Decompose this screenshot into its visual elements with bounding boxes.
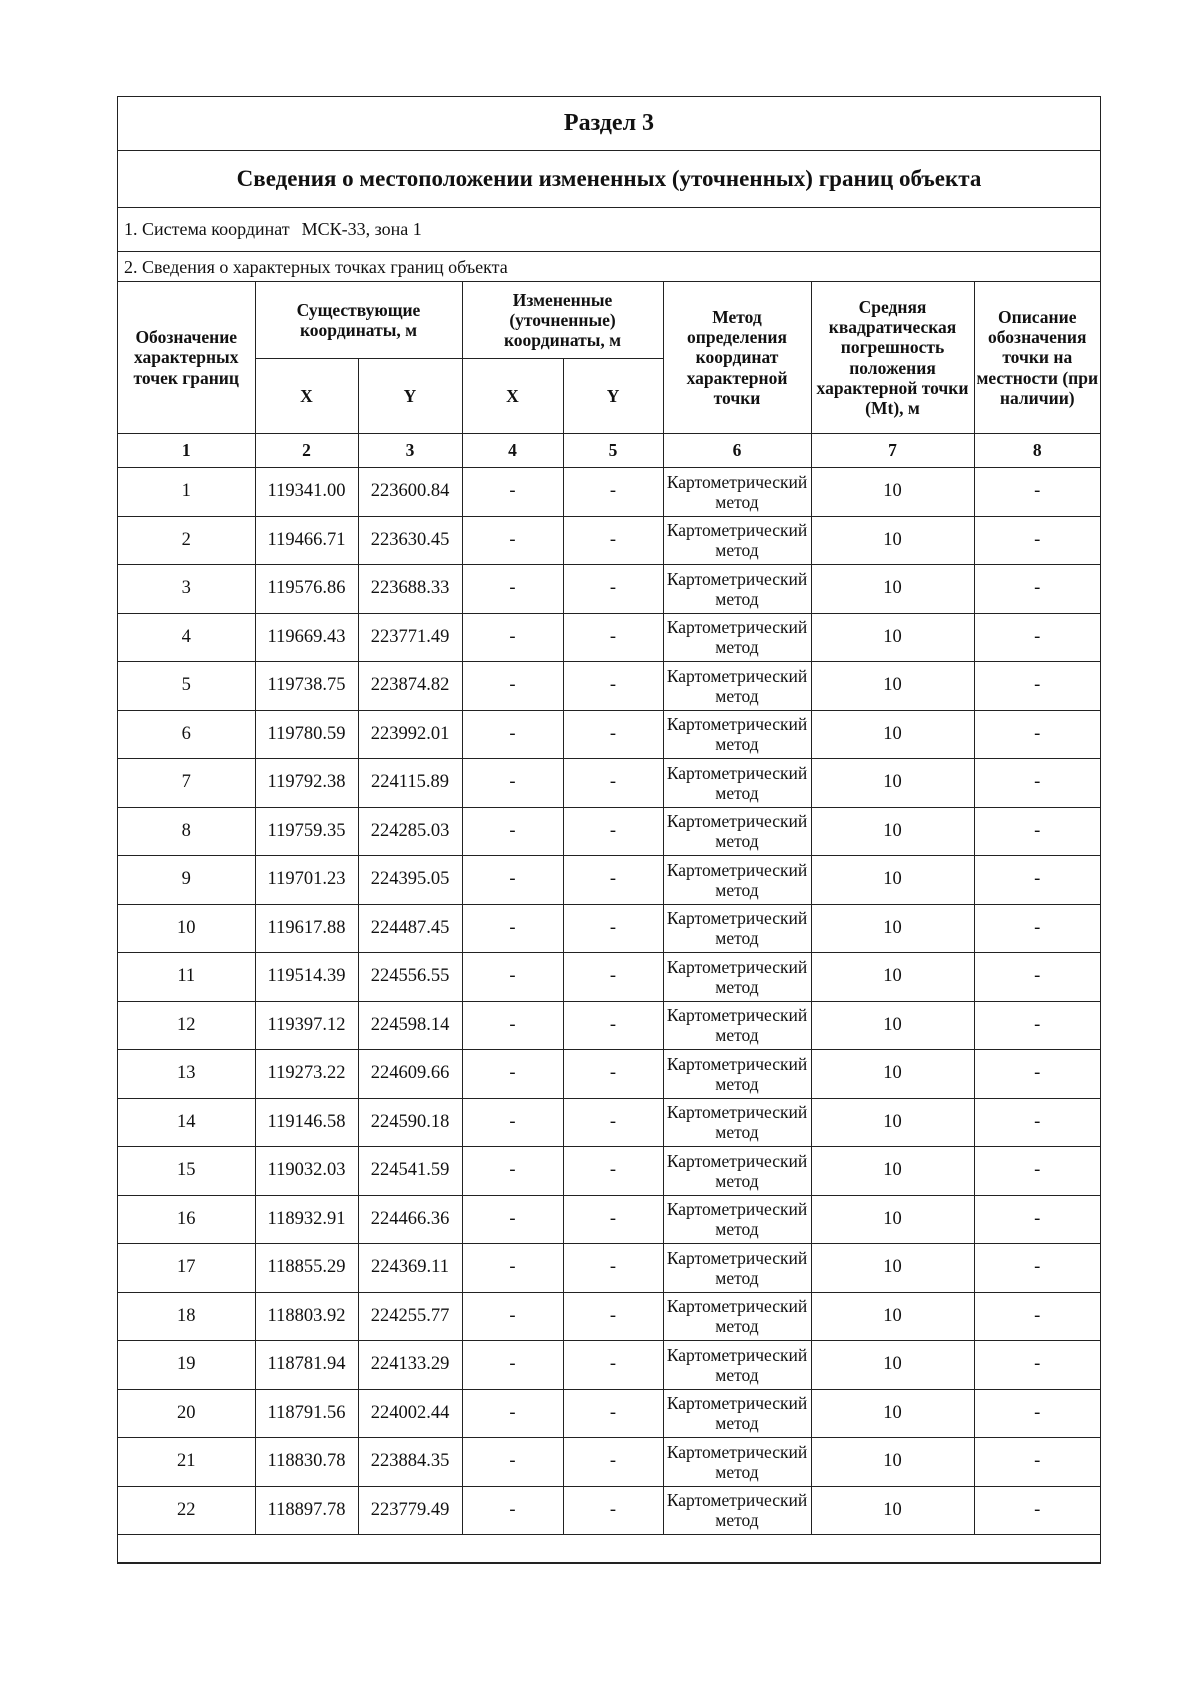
table-empty-row xyxy=(118,1535,1100,1563)
description-cell: - xyxy=(974,565,1100,614)
changed-x-cell: - xyxy=(462,1486,563,1535)
existing-x-cell: 119397.12 xyxy=(255,1001,358,1050)
header-existing-y: Y xyxy=(358,359,462,434)
column-number: 8 xyxy=(974,434,1100,468)
description-cell: - xyxy=(974,759,1100,808)
table-row xyxy=(118,1098,1100,1147)
changed-y-cell: - xyxy=(563,1292,663,1341)
error-cell: 10 xyxy=(811,468,974,517)
existing-y-cell: 224541.59 xyxy=(358,1147,462,1196)
point-number-cell: 21 xyxy=(118,1438,255,1487)
method-cell: Картометрический метод xyxy=(663,1244,811,1293)
existing-y-cell: 224466.36 xyxy=(358,1195,462,1244)
error-cell: 10 xyxy=(811,1050,974,1099)
method-cell: Картометрический метод xyxy=(663,1147,811,1196)
description-cell: - xyxy=(974,1050,1100,1099)
point-number-cell: 9 xyxy=(118,856,255,905)
table-row xyxy=(118,1147,1100,1196)
description-cell: - xyxy=(974,807,1100,856)
point-number-cell: 11 xyxy=(118,953,255,1002)
existing-x-cell: 119466.71 xyxy=(255,516,358,565)
description-cell: - xyxy=(974,1147,1100,1196)
table-row xyxy=(118,759,1100,808)
method-cell: Картометрический метод xyxy=(663,856,811,905)
method-cell: Картометрический метод xyxy=(663,1486,811,1535)
error-cell: 10 xyxy=(811,1147,974,1196)
existing-x-cell: 118830.78 xyxy=(255,1438,358,1487)
method-cell: Картометрический метод xyxy=(663,953,811,1002)
existing-y-cell: 224609.66 xyxy=(358,1050,462,1099)
point-number-cell: 22 xyxy=(118,1486,255,1535)
changed-x-cell: - xyxy=(462,807,563,856)
column-number: 7 xyxy=(811,434,974,468)
column-number: 4 xyxy=(462,434,563,468)
existing-x-cell: 118932.91 xyxy=(255,1195,358,1244)
changed-x-cell: - xyxy=(462,759,563,808)
method-cell: Картометрический метод xyxy=(663,759,811,808)
changed-x-cell: - xyxy=(462,1195,563,1244)
method-cell: Картометрический метод xyxy=(663,1098,811,1147)
existing-y-cell: 224590.18 xyxy=(358,1098,462,1147)
method-cell: Картометрический метод xyxy=(663,710,811,759)
changed-y-cell: - xyxy=(563,565,663,614)
existing-y-cell: 223630.45 xyxy=(358,516,462,565)
point-number-cell: 7 xyxy=(118,759,255,808)
error-cell: 10 xyxy=(811,1389,974,1438)
method-cell: Картометрический метод xyxy=(663,468,811,517)
description-cell: - xyxy=(974,1438,1100,1487)
existing-y-cell: 223600.84 xyxy=(358,468,462,517)
table-row xyxy=(118,856,1100,905)
description-cell: - xyxy=(974,904,1100,953)
existing-x-cell: 118791.56 xyxy=(255,1389,358,1438)
table-row xyxy=(118,1486,1100,1535)
changed-y-cell: - xyxy=(563,953,663,1002)
error-cell: 10 xyxy=(811,1244,974,1293)
error-cell: 10 xyxy=(811,1195,974,1244)
error-cell: 10 xyxy=(811,613,974,662)
existing-x-cell: 119738.75 xyxy=(255,662,358,711)
changed-y-cell: - xyxy=(563,662,663,711)
changed-y-cell: - xyxy=(563,1244,663,1293)
point-number-cell: 3 xyxy=(118,565,255,614)
table-row xyxy=(118,1341,1100,1390)
changed-y-cell: - xyxy=(563,1389,663,1438)
description-cell: - xyxy=(974,1486,1100,1535)
table-row xyxy=(118,1001,1100,1050)
column-number: 1 xyxy=(118,434,255,468)
table-row xyxy=(118,1389,1100,1438)
table-row xyxy=(118,468,1100,517)
description-cell: - xyxy=(974,856,1100,905)
changed-x-cell: - xyxy=(462,856,563,905)
point-number-cell: 16 xyxy=(118,1195,255,1244)
point-number-cell: 15 xyxy=(118,1147,255,1196)
changed-y-cell: - xyxy=(563,613,663,662)
point-number-cell: 5 xyxy=(118,662,255,711)
point-number-cell: 4 xyxy=(118,613,255,662)
existing-x-cell: 119341.00 xyxy=(255,468,358,517)
existing-y-cell: 223874.82 xyxy=(358,662,462,711)
description-cell: - xyxy=(974,1341,1100,1390)
changed-x-cell: - xyxy=(462,710,563,759)
header-changed-y: Y xyxy=(563,359,663,434)
method-cell: Картометрический метод xyxy=(663,1292,811,1341)
description-cell: - xyxy=(974,662,1100,711)
changed-x-cell: - xyxy=(462,953,563,1002)
table-row xyxy=(118,1292,1100,1341)
description-cell: - xyxy=(974,1098,1100,1147)
table-row xyxy=(118,565,1100,614)
method-cell: Картометрический метод xyxy=(663,516,811,565)
point-number-cell: 8 xyxy=(118,807,255,856)
points-table-body xyxy=(118,468,1100,1563)
error-cell: 10 xyxy=(811,516,974,565)
table-row xyxy=(118,1195,1100,1244)
error-cell: 10 xyxy=(811,1098,974,1147)
changed-x-cell: - xyxy=(462,1292,563,1341)
error-cell: 10 xyxy=(811,710,974,759)
existing-y-cell: 223779.49 xyxy=(358,1486,462,1535)
changed-y-cell: - xyxy=(563,1050,663,1099)
error-cell: 10 xyxy=(811,856,974,905)
table-row xyxy=(118,1050,1100,1099)
changed-y-cell: - xyxy=(563,904,663,953)
changed-x-cell: - xyxy=(462,1438,563,1487)
point-number-cell: 18 xyxy=(118,1292,255,1341)
coordinate-system-value: МСК-33, зона 1 xyxy=(301,219,422,239)
table-row xyxy=(118,807,1100,856)
error-cell: 10 xyxy=(811,953,974,1002)
existing-y-cell: 224133.29 xyxy=(358,1341,462,1390)
existing-y-cell: 223884.35 xyxy=(358,1438,462,1487)
changed-x-cell: - xyxy=(462,565,563,614)
table-row xyxy=(118,1438,1100,1487)
changed-x-cell: - xyxy=(462,1341,563,1390)
existing-y-cell: 223688.33 xyxy=(358,565,462,614)
table-row xyxy=(118,1244,1100,1293)
description-cell: - xyxy=(974,1389,1100,1438)
changed-x-cell: - xyxy=(462,1050,563,1099)
method-cell: Картометрический метод xyxy=(663,613,811,662)
error-cell: 10 xyxy=(811,1486,974,1535)
changed-y-cell: - xyxy=(563,807,663,856)
existing-y-cell: 224369.11 xyxy=(358,1244,462,1293)
header-existing-x: X xyxy=(255,359,358,434)
changed-y-cell: - xyxy=(563,1098,663,1147)
coordinate-system-label: 1. Система координат xyxy=(124,219,290,239)
header-changed-x: X xyxy=(462,359,563,434)
point-number-cell: 20 xyxy=(118,1389,255,1438)
existing-y-cell: 224115.89 xyxy=(358,759,462,808)
header-method: Метод определения координат характерной точки xyxy=(663,282,811,434)
error-cell: 10 xyxy=(811,565,974,614)
existing-y-cell: 223992.01 xyxy=(358,710,462,759)
existing-x-cell: 119792.38 xyxy=(255,759,358,808)
table-row xyxy=(118,953,1100,1002)
changed-x-cell: - xyxy=(462,1244,563,1293)
changed-y-cell: - xyxy=(563,759,663,808)
error-cell: 10 xyxy=(811,1438,974,1487)
point-number-cell: 19 xyxy=(118,1341,255,1390)
column-number: 5 xyxy=(563,434,663,468)
changed-x-cell: - xyxy=(462,904,563,953)
error-cell: 10 xyxy=(811,1341,974,1390)
error-cell: 10 xyxy=(811,759,974,808)
method-cell: Картометрический метод xyxy=(663,1001,811,1050)
table-row xyxy=(118,662,1100,711)
method-cell: Картометрический метод xyxy=(663,1438,811,1487)
section-title: Раздел 3 xyxy=(118,97,1100,151)
header-existing-coords: Существующие координаты, м xyxy=(255,282,462,359)
header-changed-coords: Измененные (уточненные) координаты, м xyxy=(462,282,663,359)
existing-x-cell: 119032.03 xyxy=(255,1147,358,1196)
existing-x-cell: 119617.88 xyxy=(255,904,358,953)
changed-y-cell: - xyxy=(563,856,663,905)
existing-y-cell: 224487.45 xyxy=(358,904,462,953)
method-cell: Картометрический метод xyxy=(663,565,811,614)
error-cell: 10 xyxy=(811,1001,974,1050)
error-cell: 10 xyxy=(811,662,974,711)
changed-y-cell: - xyxy=(563,1195,663,1244)
table-row xyxy=(118,904,1100,953)
method-cell: Картометрический метод xyxy=(663,1195,811,1244)
existing-x-cell: 119514.39 xyxy=(255,953,358,1002)
method-cell: Картометрический метод xyxy=(663,1050,811,1099)
point-number-cell: 10 xyxy=(118,904,255,953)
existing-y-cell: 223771.49 xyxy=(358,613,462,662)
existing-x-cell: 118781.94 xyxy=(255,1341,358,1390)
existing-x-cell: 119669.43 xyxy=(255,613,358,662)
column-number: 2 xyxy=(255,434,358,468)
column-number: 3 xyxy=(358,434,462,468)
point-number-cell: 1 xyxy=(118,468,255,517)
existing-x-cell: 118855.29 xyxy=(255,1244,358,1293)
existing-x-cell: 119576.86 xyxy=(255,565,358,614)
existing-y-cell: 224395.05 xyxy=(358,856,462,905)
existing-x-cell: 119780.59 xyxy=(255,710,358,759)
changed-y-cell: - xyxy=(563,516,663,565)
point-number-cell: 17 xyxy=(118,1244,255,1293)
description-cell: - xyxy=(974,516,1100,565)
point-number-cell: 2 xyxy=(118,516,255,565)
changed-y-cell: - xyxy=(563,710,663,759)
boundary-points-table xyxy=(118,282,1100,1563)
existing-y-cell: 224002.44 xyxy=(358,1389,462,1438)
point-number-cell: 14 xyxy=(118,1098,255,1147)
description-cell: - xyxy=(974,1195,1100,1244)
point-number-cell: 13 xyxy=(118,1050,255,1099)
coordinate-system-line xyxy=(118,208,1100,252)
description-cell: - xyxy=(974,1292,1100,1341)
table-row xyxy=(118,710,1100,759)
changed-y-cell: - xyxy=(563,1001,663,1050)
header-point-designation: Обозначение характерных точек границ xyxy=(118,282,255,434)
description-cell: - xyxy=(974,1001,1100,1050)
column-number: 6 xyxy=(663,434,811,468)
document-subtitle: Сведения о местоположении измененных (уточненных) границ объекта xyxy=(118,151,1100,208)
existing-x-cell: 119759.35 xyxy=(255,807,358,856)
error-cell: 10 xyxy=(811,1292,974,1341)
existing-y-cell: 224598.14 xyxy=(358,1001,462,1050)
method-cell: Картометрический метод xyxy=(663,807,811,856)
existing-x-cell: 119146.58 xyxy=(255,1098,358,1147)
changed-y-cell: - xyxy=(563,1147,663,1196)
changed-x-cell: - xyxy=(462,1001,563,1050)
description-cell: - xyxy=(974,613,1100,662)
changed-x-cell: - xyxy=(462,1098,563,1147)
description-cell: - xyxy=(974,468,1100,517)
changed-y-cell: - xyxy=(563,1438,663,1487)
existing-x-cell: 118897.78 xyxy=(255,1486,358,1535)
table-row xyxy=(118,516,1100,565)
changed-y-cell: - xyxy=(563,1341,663,1390)
existing-x-cell: 119273.22 xyxy=(255,1050,358,1099)
changed-x-cell: - xyxy=(462,613,563,662)
method-cell: Картометрический метод xyxy=(663,662,811,711)
description-cell: - xyxy=(974,1244,1100,1293)
changed-x-cell: - xyxy=(462,1389,563,1438)
existing-x-cell: 119701.23 xyxy=(255,856,358,905)
method-cell: Картометрический метод xyxy=(663,1341,811,1390)
header-error: Средняя квадратическая погрешность положения характерной точки (Mt), м xyxy=(811,282,974,434)
changed-x-cell: - xyxy=(462,662,563,711)
description-cell: - xyxy=(974,953,1100,1002)
error-cell: 10 xyxy=(811,807,974,856)
description-cell: - xyxy=(974,710,1100,759)
document-sheet xyxy=(117,96,1101,1564)
existing-y-cell: 224556.55 xyxy=(358,953,462,1002)
points-caption: 2. Сведения о характерных точках границ объекта xyxy=(118,252,1100,282)
existing-x-cell: 118803.92 xyxy=(255,1292,358,1341)
changed-y-cell: - xyxy=(563,468,663,517)
table-row xyxy=(118,613,1100,662)
method-cell: Картометрический метод xyxy=(663,904,811,953)
header-row xyxy=(118,282,1100,359)
point-number-cell: 12 xyxy=(118,1001,255,1050)
changed-x-cell: - xyxy=(462,468,563,517)
point-number-cell: 6 xyxy=(118,710,255,759)
header-description: Описание обозначения точки на местности (при наличии) xyxy=(974,282,1100,434)
error-cell: 10 xyxy=(811,904,974,953)
changed-y-cell: - xyxy=(563,1486,663,1535)
changed-x-cell: - xyxy=(462,516,563,565)
changed-x-cell: - xyxy=(462,1147,563,1196)
existing-y-cell: 224255.77 xyxy=(358,1292,462,1341)
column-number-row xyxy=(118,434,1100,468)
method-cell: Картометрический метод xyxy=(663,1389,811,1438)
existing-y-cell: 224285.03 xyxy=(358,807,462,856)
